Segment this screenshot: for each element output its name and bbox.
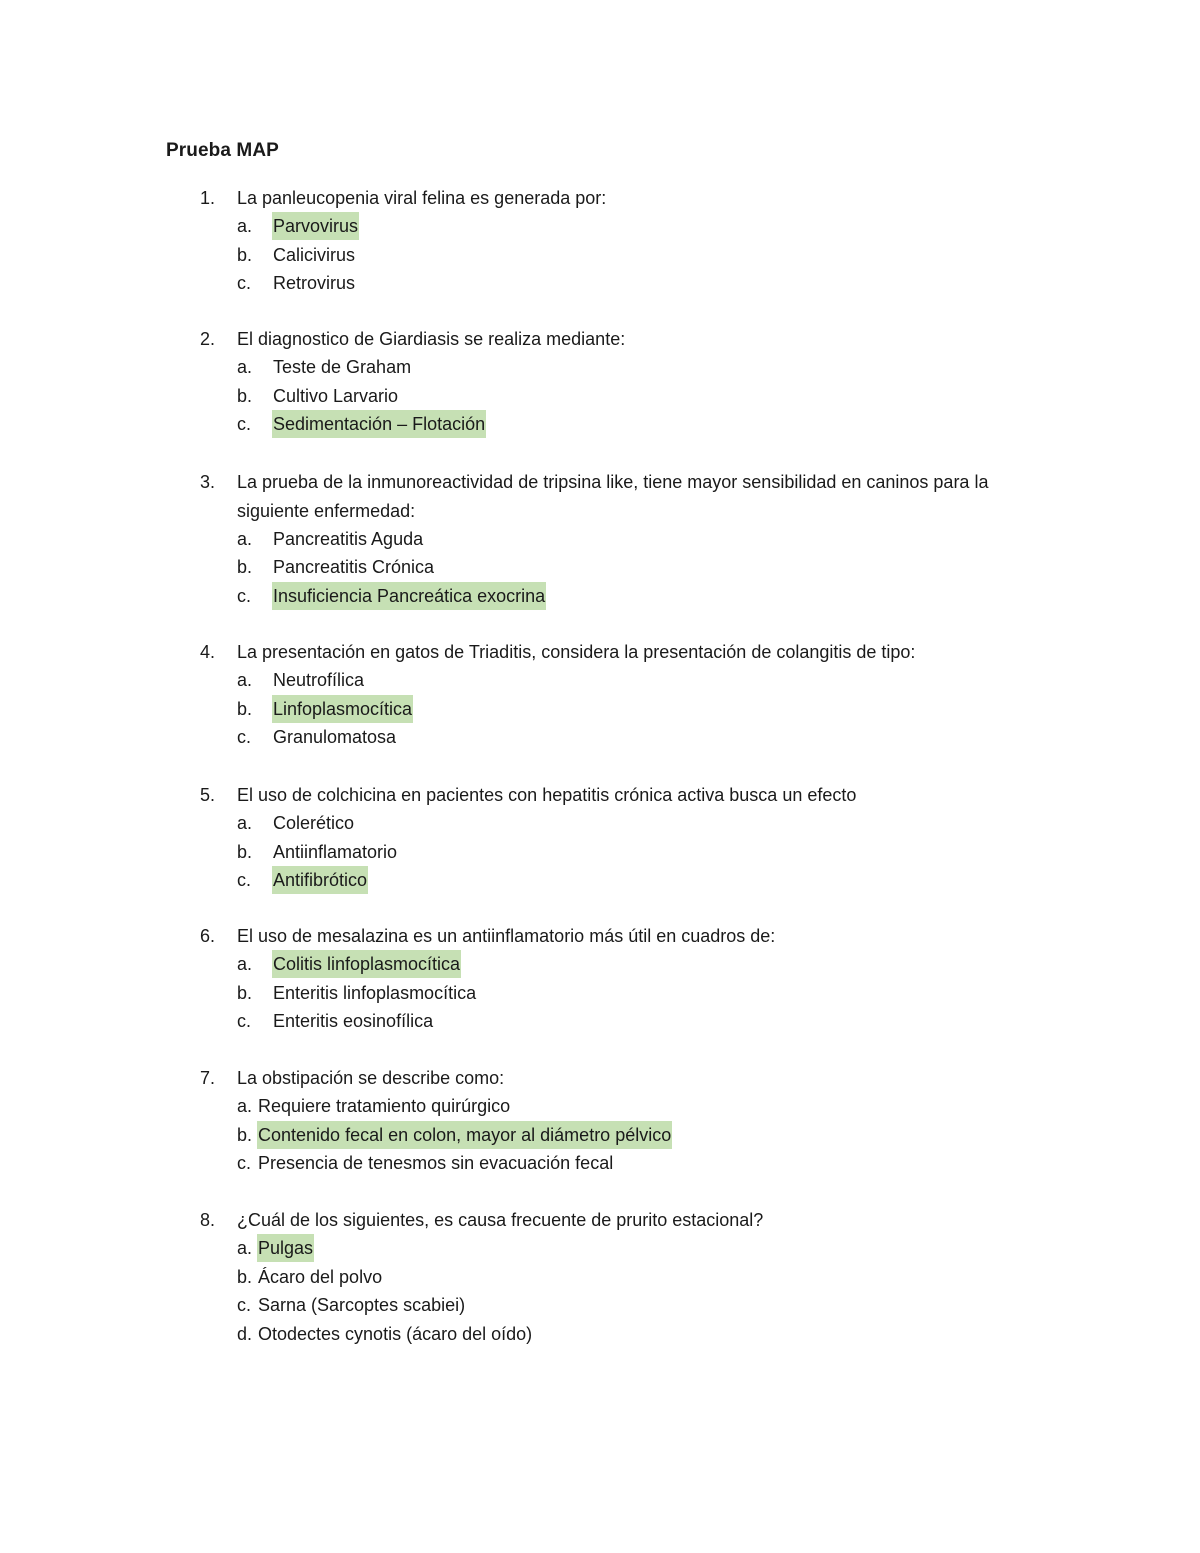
option-letter: a. — [237, 670, 253, 691]
correct-answer-highlight: Sedimentación – Flotación — [272, 410, 486, 438]
option-letter: c. — [237, 870, 252, 891]
question-number: 8. — [200, 1210, 216, 1230]
option-text: Presencia de tenesmos sin evacuación fecal — [258, 1153, 614, 1174]
option-text: Colerético — [273, 813, 355, 834]
correct-answer-highlight: Insuficiencia Pancreática exocrina — [272, 582, 546, 610]
option-letter: c. — [237, 1295, 252, 1316]
option-letter: a. — [237, 954, 253, 975]
question-number: 5. — [200, 785, 216, 805]
option-letter: b. — [237, 1266, 253, 1287]
option-letter: b. — [237, 1124, 253, 1145]
option-text: Teste de Graham — [273, 357, 412, 378]
question-number: 7. — [200, 1068, 216, 1088]
question-number: 3. — [200, 472, 216, 492]
option-text: Ácaro del polvo — [258, 1266, 383, 1287]
correct-answer-highlight: Pulgas — [257, 1234, 314, 1262]
question-text: La panleucopenia viral felina es generada por: — [237, 188, 607, 208]
option-letter: b. — [237, 698, 253, 719]
correct-answer-highlight: Colitis linfoplasmocítica — [272, 950, 461, 978]
option-letter: b. — [237, 385, 253, 406]
option-text: Requiere tratamiento quirúrgico — [258, 1096, 511, 1117]
option-text: Granulomatosa — [273, 727, 397, 748]
document-title: Prueba MAP — [166, 140, 279, 161]
option-letter: a. — [237, 357, 253, 378]
option-letter: a. — [237, 813, 253, 834]
correct-answer-highlight: Parvovirus — [272, 212, 359, 240]
option-text: Antiinflamatorio — [273, 841, 398, 862]
option-text: Calicivirus — [273, 244, 356, 265]
question-number: 4. — [200, 642, 216, 662]
option-text: Sarna (Sarcoptes scabiei) — [258, 1295, 466, 1316]
option-letter: c. — [237, 585, 252, 606]
option-letter: c. — [237, 727, 252, 748]
question-text: El uso de mesalazina es un antiinflamatorio más útil en cuadros de: — [237, 926, 776, 946]
option-text: Neutrofílica — [273, 670, 365, 691]
question-text: ¿Cuál de los siguientes, es causa frecuente de prurito estacional? — [237, 1210, 764, 1230]
option-text: Enteritis linfoplasmocítica — [273, 982, 477, 1003]
option-letter: c. — [237, 273, 252, 294]
correct-answer-highlight: Linfoplasmocítica — [272, 695, 413, 723]
option-text: Cultivo Larvario — [273, 385, 399, 406]
option-letter: a. — [237, 1096, 253, 1117]
option-letter: b. — [237, 841, 253, 862]
option-text: Otodectes cynotis (ácaro del oído) — [258, 1323, 533, 1344]
correct-answer-highlight: Antifibrótico — [272, 866, 368, 894]
question-number: 2. — [200, 329, 216, 349]
option-letter: a. — [237, 216, 253, 237]
question-text: El diagnostico de Giardiasis se realiza mediante: — [237, 329, 626, 349]
question-text: La presentación en gatos de Triaditis, considera la presentación de colangitis de tipo: — [237, 642, 916, 662]
option-letter: b. — [237, 557, 253, 578]
question-number: 1. — [200, 188, 216, 208]
option-letter: c. — [237, 1011, 252, 1032]
question-text: La obstipación se describe como: — [237, 1068, 505, 1088]
option-letter: a. — [237, 1238, 253, 1259]
option-text: Pancreatitis Aguda — [273, 528, 424, 549]
option-letter: c. — [237, 414, 252, 435]
option-letter: d. — [237, 1323, 253, 1344]
option-text: Pancreatitis Crónica — [273, 557, 435, 578]
question-text: La prueba de la inmunoreactividad de tripsina like, tiene mayor sensibilidad en caninos para la siguiente enfermedad: — [237, 472, 989, 521]
option-text: Retrovirus — [273, 273, 356, 294]
option-letter: b. — [237, 244, 253, 265]
question-number: 6. — [200, 926, 216, 946]
option-letter: a. — [237, 528, 253, 549]
question-text: El uso de colchicina en pacientes con hepatitis crónica activa busca un efecto — [237, 785, 857, 805]
option-text: Enteritis eosinofílica — [273, 1011, 434, 1032]
option-letter: c. — [237, 1153, 252, 1174]
correct-answer-highlight: Contenido fecal en colon, mayor al diámetro pélvico — [257, 1121, 672, 1149]
option-letter: b. — [237, 982, 253, 1003]
